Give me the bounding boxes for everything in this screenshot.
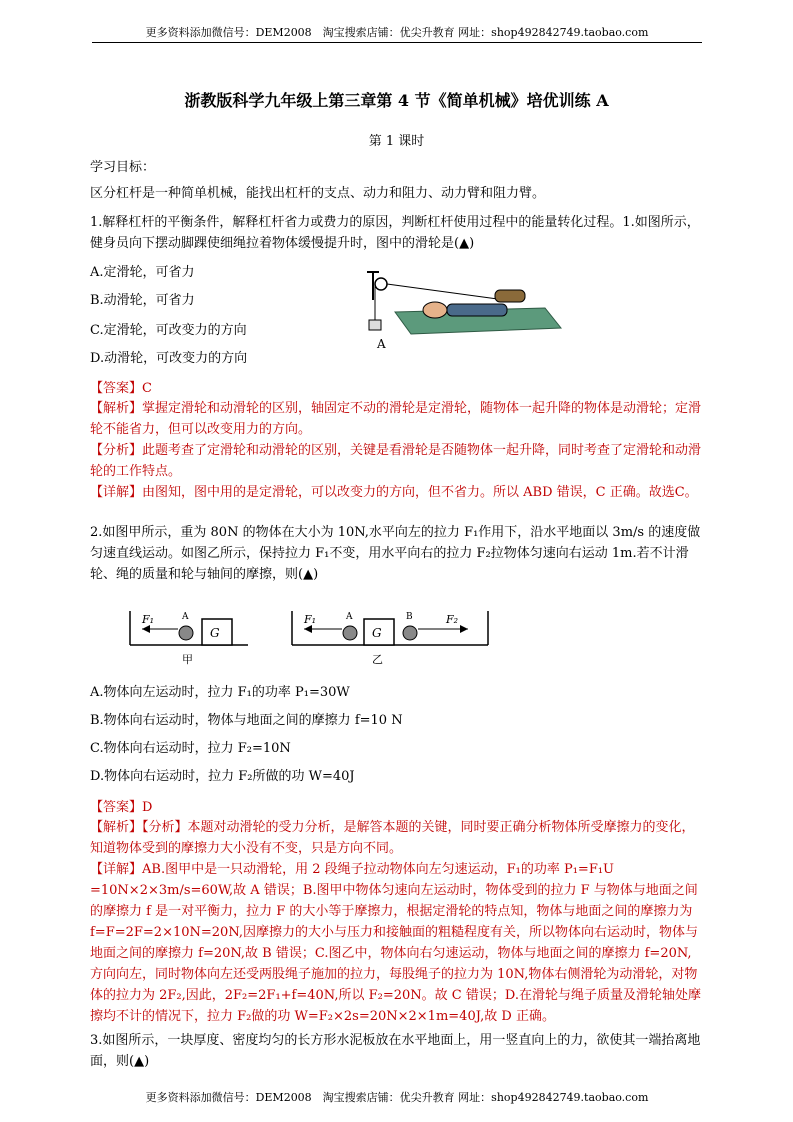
pulley-a-icon — [179, 626, 193, 640]
page-header: 更多资料添加微信号：DEM2008 淘宝搜索店铺：优尖升教育 网址：shop492842749.taobao.com — [92, 24, 702, 43]
q1-answer: 【答案】C — [90, 381, 152, 396]
page-title: 浙教版科学九年级上第三章第 4 节《简单机械》培优训练 A — [184, 91, 609, 110]
caption-jia: 甲 — [182, 653, 193, 666]
label-a-yi: A — [346, 612, 353, 622]
q1-stem: 1.解释杠杆的平衡条件，解释杠杆省力或费力的原因，判断杠杆使用过程中的能量转化过程。1.如图所示，健身员向下摆动脚踝使细绳拉着物体缓慢提升时，图中的滑轮是(▲) — [90, 215, 700, 251]
label-f1-yi: F₁ — [304, 613, 317, 626]
q2-stem: 2.如图甲所示，重为 80N 的物体在大小为 10N,水平向左的拉力 F₁作用下，沿水平地面以 3m/s 的速度做匀速直线运动。如图乙所示，保持拉力 F₁不变，用水平向右的拉力 F₂拉物体匀速向右运动 1m.若不计滑轮、绳的质量和轮与轴间的摩擦，则(▲) — [90, 525, 701, 582]
label-g-yi: G — [372, 626, 382, 640]
q3-stem: 3.如图所示，一块厚度、密度均匀的长方形水泥板放在水平地面上，用一竖直向上的力，欲使其一端抬离地面，则(▲) — [90, 1033, 701, 1069]
label-b-yi: B — [406, 612, 413, 622]
q1-figure-fitness — [365, 270, 565, 350]
label-f1-jia: F₁ — [142, 613, 155, 626]
pulley-a-yi-icon — [343, 626, 357, 640]
q2-option-c: C.物体向右运动时，拉力 F₂=10N — [90, 741, 291, 756]
pulley-b-icon — [403, 626, 417, 640]
q1-jiexi: 【解析】掌握定滑轮和动滑轮的区别，轴固定不动的滑轮是定滑轮，随物体一起升降的物体是动滑轮；定滑轮不能省力，但可以改变用力的方向。 — [90, 401, 702, 437]
pulley-icon — [375, 278, 387, 290]
q1-fenxi: 【分析】此题考查了定滑轮和动滑轮的区别，关键是看滑轮是否随物体一起升降，同时考查了定滑轮和动滑轮的工作特点。 — [90, 443, 702, 479]
person-body — [447, 304, 507, 316]
person-legs — [495, 290, 525, 302]
q1-option-d: D.动滑轮，可改变力的方向 — [90, 351, 248, 366]
q2-figures — [128, 605, 648, 667]
weight-block — [369, 320, 381, 330]
q2-option-b: B.物体向右运动时，物体与地面之间的摩擦力 f=10 N — [90, 713, 403, 728]
page-footer: 更多资料添加微信号：DEM2008 淘宝搜索店铺：优尖升教育 网址：shop492842749.taobao.com — [145, 1091, 649, 1104]
q1-option-a: A.定滑轮，可省力 — [90, 265, 195, 280]
label-a-jia: A — [182, 612, 189, 622]
caption-yi: 乙 — [372, 653, 383, 666]
person-head — [423, 302, 447, 318]
label-g-jia: G — [210, 626, 220, 640]
q1-option-b: B.动滑轮，可省力 — [90, 293, 195, 308]
q1-xiangjie: 【详解】由图知，图中用的是定滑轮，可以改变力的方向，但不省力。所以 ABD 错误，C 正确。故选C。 — [90, 485, 698, 500]
goal-1: 区分杠杆是一种简单机械，能找出杠杆的支点、动力和阻力、动力臂和阻力臂。 — [90, 186, 546, 201]
q2-answer: 【答案】D — [90, 800, 153, 815]
lesson-subtitle: 第 1 课时 — [368, 134, 425, 149]
q2-option-a: A.物体向左运动时，拉力 F₁的功率 P₁=30W — [90, 685, 350, 700]
goals-label: 学习目标： — [90, 160, 156, 175]
q1-option-c: C.定滑轮，可改变力的方向 — [90, 323, 247, 338]
q2-xiangjie: 【详解】AB.图甲中是一只动滑轮，用 2 段绳子拉动物体向左匀速运动，F₁的功率 P₁=F₁U =10N×2×3m/s=60W,故 A 错误；B.图甲中物体匀速向左运动时，物体受到的拉力 F 与物体与地面之间的摩擦力 f 是一对平衡力，拉力 F 的大小等于摩擦力，根据定滑轮的特点知，物体与地面之间的摩擦力为 f=F=2F=2×10N=20N,因摩擦力的大小与压力和接触面的粗糙程度有关，所以物体向右运动时，物体与地面之间的摩擦力 f=20N,故 B 错误；C.图乙中，物体向右匀速运动，物体与地面之间的摩擦力 f=20N,方向向左，同时物体向左还受两股绳子施加的拉力，每股绳子的拉力为 10N,物体右侧滑轮为动滑轮，对物体的拉力为 2F₂,因此，2F₂=2F₁+f=40N,所以 F₂=20N。故 C 错误；D.在滑轮与绳子质量及滑轮轴处摩擦均不计的情况下，拉力 F₂做的功 W=F₂×2s=20N×2×1m=40J,故 D 正确。 — [90, 862, 701, 1024]
label-f2-yi: F₂ — [446, 613, 459, 626]
q2-jiexi: 【解析】【分析】本题对动滑轮的受力分析，是解答本题的关键，同时要正确分析物体所受摩擦力的变化，知道物体受到的摩擦力大小没有不变，只是方向不同。 — [90, 820, 695, 856]
q2-option-d: D.物体向右运动时，拉力 F₂所做的功 W=40J — [90, 769, 355, 784]
figure-label-a: A — [377, 337, 386, 350]
